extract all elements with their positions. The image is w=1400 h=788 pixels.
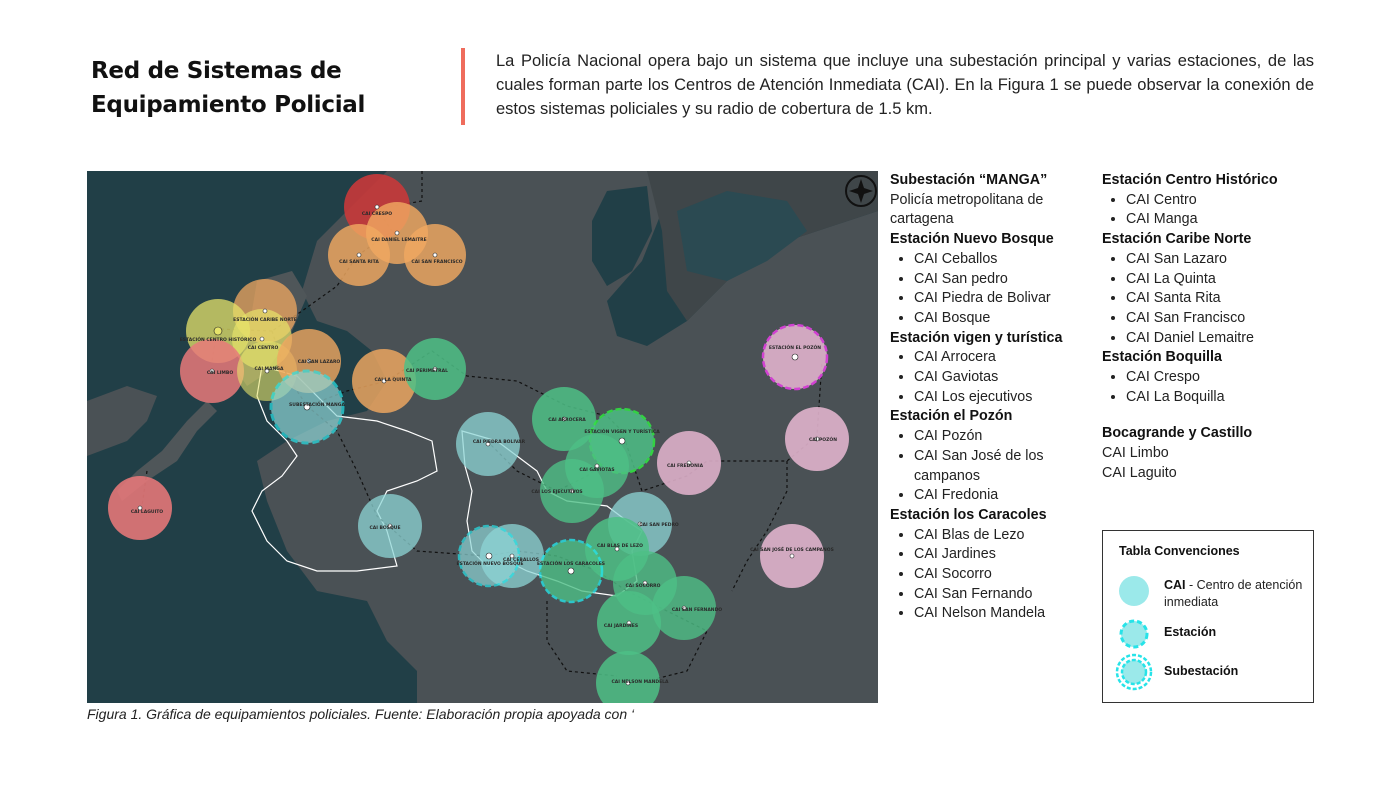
label-limbo: CAI LIMBO — [206, 371, 234, 376]
accent-bar — [461, 48, 465, 125]
bocagrande-item: CAI Laguito — [1102, 464, 1177, 481]
label-laguito: CAI LAGUITO — [130, 510, 164, 515]
label-fredonia: CAI FREDONIA — [666, 464, 704, 469]
label-socorro: CAI SOCORRO — [625, 584, 661, 589]
list-item: • CAI Bosque — [914, 309, 1090, 329]
list-item: • CAI Centro — [1126, 191, 1314, 211]
estacion-symbol-icon — [1117, 617, 1151, 651]
legend-cai-text — [1164, 577, 1314, 611]
boquilla-list — [1102, 368, 1314, 407]
nuevo-bosque-title: Estación Nuevo Bosque — [890, 231, 1054, 248]
list-item: • CAI Piedra de Bolivar — [914, 289, 1090, 309]
vigen-title: Estación vigen y turística — [890, 329, 1063, 346]
label-san-pedro: CAI SAN PEDRO — [639, 523, 679, 528]
police-equipment-map — [87, 171, 878, 703]
list-item: • CAI Socorro — [914, 565, 1090, 585]
list-item: • CAI Los ejecutivos — [914, 388, 1090, 408]
label-centro: CAI CENTRO — [247, 346, 279, 351]
legend-estacion-text — [1164, 624, 1314, 641]
legend-title: Tabla Convenciones — [1119, 544, 1240, 558]
list-item: • CAI Santa Rita — [1126, 289, 1314, 309]
legend-subestacion-text — [1164, 663, 1314, 680]
spacer — [1102, 407, 1314, 424]
label-piedra-bolivar: CAI PIEDRA BOLIVAR — [472, 440, 526, 445]
label-los-ejecutivos: CAI LOS EJECUTIVOS — [531, 490, 583, 495]
list-item: • CAI Crespo — [1126, 368, 1314, 388]
label-caribe-norte: ESTACIÓN CARIBE NORTE — [233, 318, 297, 323]
label-santa-rita: CAI SANTA RITA — [339, 260, 379, 265]
caracoles-title: Estación los Caracoles — [890, 506, 1047, 523]
legend-cai-bold: CAI — [1164, 578, 1186, 592]
title-line-1: Red de Sistemas de — [91, 58, 342, 84]
cai-symbol-icon — [1117, 574, 1151, 608]
caribe-title: Estación Caribe Norte — [1102, 231, 1252, 248]
label-san-lazaro: CAI SAN LAZARO — [297, 360, 341, 365]
page-title — [91, 54, 365, 122]
vigen-list — [890, 348, 1090, 407]
list-item: • CAI San José de los campanos — [914, 447, 1090, 486]
bocagrande-item: CAI Limbo — [1102, 445, 1169, 462]
subestacion-title: Subestación “MANGA” — [890, 172, 1048, 188]
list-item: • CAI Nelson Mandela — [914, 604, 1090, 624]
centro-title: Estación Centro Histórico — [1102, 172, 1278, 188]
centro-list — [1102, 191, 1314, 230]
legend-estacion-label: Estación — [1164, 625, 1217, 639]
subestacion-desc: Policía metropolitana de cartagena — [890, 191, 1044, 228]
list-item: • CAI Fredonia — [914, 486, 1090, 506]
map-svg — [87, 171, 878, 703]
label-gaviotas: CAI GAVIOTAS — [579, 468, 615, 473]
list-item: • CAI San Lazaro — [1126, 250, 1314, 270]
stations-column-1 — [890, 171, 1090, 624]
pozon-list — [890, 427, 1090, 506]
label-san-fernando: CAI SAN FERNANDO — [671, 608, 723, 613]
land-tierra-bomba — [87, 386, 157, 456]
label-blas-de-lezo: CAI BLAS DE LEZO — [596, 544, 644, 549]
label-centro-historico: ESTACIÓN CENTRO HISTÓRICO — [179, 338, 257, 343]
caribe-list — [1102, 250, 1314, 349]
label-perimetral: CAI PERIMETRAL — [406, 369, 448, 374]
label-bosque: CAI BOSQUE — [369, 526, 401, 531]
legend-cai-desc: - Centro de atención inmediata — [1164, 578, 1303, 609]
label-estacion-nuevo-bosque: ESTACIÓN NUEVO BOSQUE — [456, 562, 524, 567]
label-subestacion-manga: SUBESTACIÓN MANGA — [289, 403, 345, 408]
stations-column-2 — [1102, 171, 1314, 484]
label-ceballos: CAI CEBALLOS — [503, 558, 539, 563]
list-item: • CAI Blas de Lezo — [914, 526, 1090, 546]
label-pozon: CAI POZÓN — [808, 438, 838, 443]
title-line-2: Equipamiento Policial — [91, 92, 366, 118]
label-jardines: CAI JARDINES — [603, 624, 639, 629]
intro-paragraph: La Policía Nacional opera bajo un sistema que incluye una subestación principal y varias estaciones, de las cuales forman parte los Centros de Atención Inmediata (CAI). En la Figura 1 se puede observar la conexión de estos sistemas policiales y su radio de cobertura de 1.5 km. — [496, 52, 1314, 118]
label-estacion-pozon: ESTACIÓN EL POZÓN — [768, 346, 822, 351]
label-estacion-caracoles: ESTACIÓN LOS CARACOLES — [536, 562, 606, 567]
list-item: • CAI San pedro — [914, 270, 1090, 290]
list-item: • CAI Jardines — [914, 545, 1090, 565]
caracoles-list — [890, 526, 1090, 625]
list-item: • CAI San Francisco — [1126, 309, 1314, 329]
label-daniel-lemaitre: CAI DANIEL LEMAITRE — [371, 238, 427, 243]
bocagrande-title: Bocagrande y Castillo — [1102, 425, 1253, 442]
legend-subestacion-label: Subestación — [1164, 664, 1239, 678]
label-estacion-vigen: ESTACIÓN VIGEN Y TURÍSTICA — [584, 430, 660, 435]
list-item: • CAI La Quinta — [1126, 270, 1314, 290]
nuevo-bosque-list — [890, 250, 1090, 329]
label-san-jose-campanos: CAI SAN JOSÉ DE LOS CAMPANOS — [750, 548, 834, 553]
label-manga: CAI MANGA — [254, 367, 284, 372]
label-arrocera: CAI ARROCERA — [548, 418, 586, 423]
list-item: • CAI Pozón — [914, 427, 1090, 447]
list-item: • CAI Arrocera — [914, 348, 1090, 368]
label-nelson-mandela: CAI NELSON MANDELA — [611, 680, 669, 685]
label-crespo: CAI CRESPO — [361, 212, 393, 217]
compass-rose-icon — [846, 176, 876, 206]
legend-box — [1102, 530, 1314, 703]
list-item: • CAI San Fernando — [914, 585, 1090, 605]
boquilla-title: Estación Boquilla — [1102, 349, 1222, 366]
figure-caption: Figura 1. Gráfica de equipamientos policiales. Fuente: Elaboración propia apoyada con ‘ — [87, 706, 635, 722]
list-item: • CAI Manga — [1126, 210, 1314, 230]
list-item: • CAI Ceballos — [914, 250, 1090, 270]
subestacion-symbol-icon — [1115, 653, 1153, 691]
pozon-title: Estación el Pozón — [890, 408, 1013, 425]
list-item: • CAI Gaviotas — [914, 368, 1090, 388]
label-la-quinta: CAI LA QUINTA — [374, 378, 412, 383]
list-item: • CAI Daniel Lemaitre — [1126, 329, 1314, 349]
list-item: • CAI La Boquilla — [1126, 388, 1314, 408]
label-san-francisco: CAI SAN FRANCISCO — [411, 260, 463, 265]
